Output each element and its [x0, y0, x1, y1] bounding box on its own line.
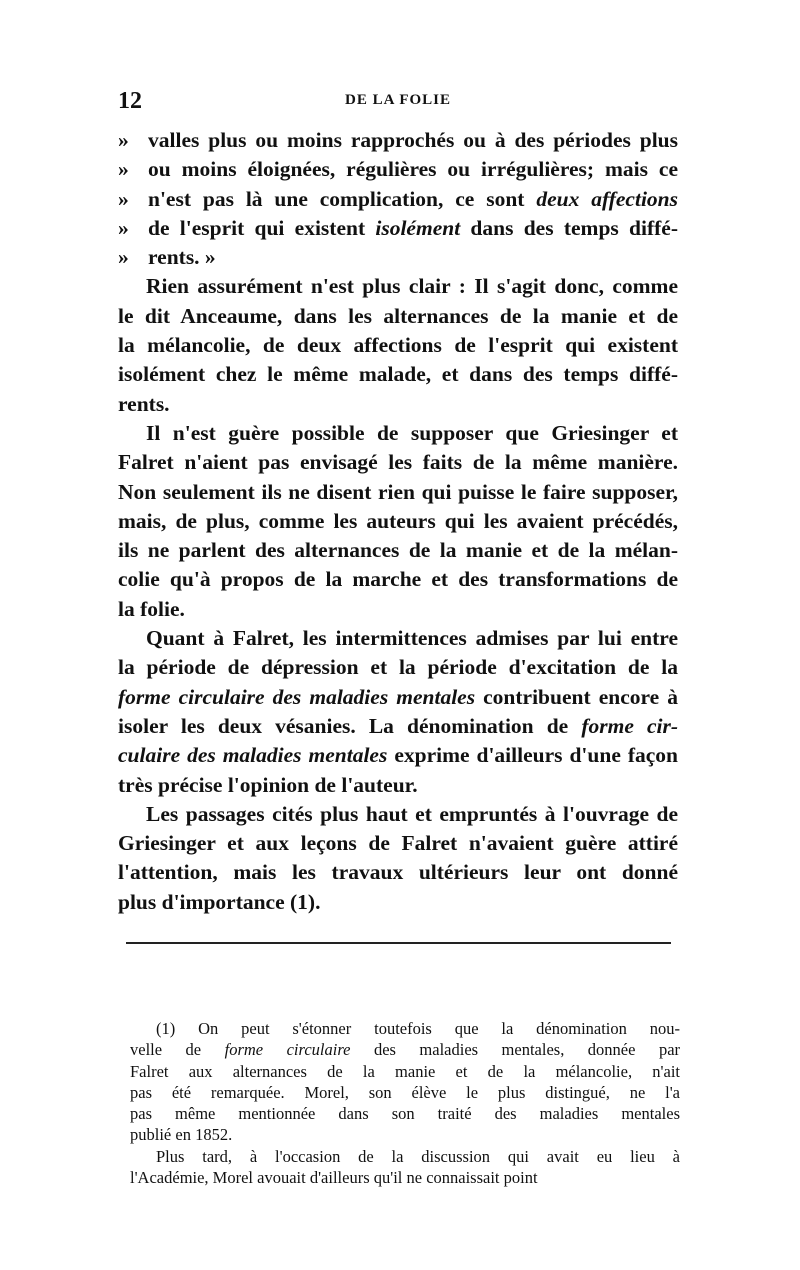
footnote-line: Plus tard, à l'occasion de la discussion qui avait eu lieu à	[156, 1146, 680, 1166]
text-line: l'attention, mais les travaux ultérieurs leur ont donné	[118, 860, 678, 885]
text-line: le dit Anceaume, dans les alternances de la manie et de	[118, 303, 678, 328]
running-title: DE LA FOLIE	[344, 92, 452, 108]
text-line: forme circulaire des maladies mentales contribuent encore à	[118, 684, 678, 709]
footnote-line: l'Académie, Morel avouait d'ailleurs qu'il ne connaissait point	[130, 1168, 538, 1188]
quote-mark: »	[118, 128, 129, 152]
footnote-line: Falret aux alternances de la manie et de la mélancolie, n'ait	[130, 1061, 680, 1081]
page-header	[118, 88, 678, 116]
footnote	[130, 1018, 680, 1188]
footnote-line: publié en 1852.	[130, 1125, 233, 1145]
text-line: Griesinger et aux leçons de Falret n'avaient guère attiré	[118, 831, 678, 856]
footnote-line: velle de forme circulaire des maladies mentales, donnée par	[130, 1040, 681, 1060]
text-line: » valles plus ou moins rapprochés ou à des périodes plus	[118, 126, 678, 155]
text-line: mais, de plus, comme les auteurs qui les avaient précédés,	[118, 508, 678, 533]
quote-mark: »	[118, 245, 129, 270]
text-line: » ou moins éloignées, régulières ou irrégulières; mais ce	[118, 155, 678, 184]
text-line: » rents. »	[118, 243, 678, 272]
text-line: Rien assurément n'est plus clair : Il s'agit donc, comme	[146, 274, 678, 299]
text-line: culaire des maladies mentales exprime d'ailleurs d'une façon	[118, 743, 678, 768]
text-line: la folie.	[118, 596, 185, 621]
text-line: Quant à Falret, les intermittences admises par lui entre	[146, 626, 678, 651]
quote-mark: »	[118, 186, 129, 211]
text-line: ils ne parlent des alternances de la manie et de la mélan-	[118, 538, 678, 563]
text-line: la période de dépression et la période d'excitation de la	[118, 655, 678, 680]
text-line: colie qu'à propos de la marche et des transformations de	[118, 567, 678, 592]
text-line: Non seulement ils ne disent rien qui puisse le faire supposer,	[118, 479, 678, 504]
footnote-rule	[126, 942, 671, 944]
text-line: Falret n'aient pas envisagé les faits de la même manière.	[118, 450, 678, 475]
text-line: très précise l'opinion de l'auteur.	[118, 772, 418, 797]
quote-mark: »	[118, 215, 129, 240]
text-line: rents.	[118, 391, 170, 416]
main-text	[118, 126, 678, 917]
text-line: » de l'esprit qui existent isolément dans des temps diffé-	[118, 214, 678, 243]
text-line: plus d'importance (1).	[118, 889, 321, 914]
footnote-line: pas même mentionnée dans son traité des maladies mentales	[130, 1104, 680, 1124]
text-line: isoler les deux vésanies. La dénomination de forme cir-	[118, 713, 678, 738]
text-line: Il n'est guère possible de supposer que Griesinger et	[146, 420, 678, 445]
text-line: la mélancolie, de deux affections de l'esprit qui existent	[118, 333, 678, 358]
text-line: isolément chez le même malade, et dans des temps diffé-	[118, 362, 678, 387]
quote-mark: »	[118, 157, 129, 182]
text-line: » n'est pas là une complication, ce sont deux affections	[118, 185, 678, 214]
footnote-line: pas été remarquée. Morel, son élève le plus distingué, ne l'a	[130, 1082, 680, 1102]
footnote-line: (1) On peut s'étonner toutefois que la dénomination nou-	[156, 1019, 680, 1038]
page-number: 12	[118, 88, 142, 114]
text-line: Les passages cités plus haut et empruntés à l'ouvrage de	[146, 801, 678, 826]
